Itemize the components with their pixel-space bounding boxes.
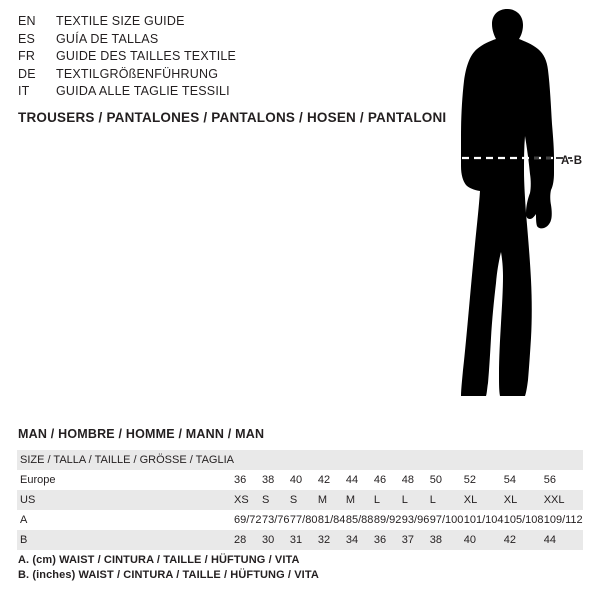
cell: 97/100 bbox=[429, 514, 464, 526]
cell: XL bbox=[504, 490, 544, 510]
cell: L bbox=[374, 490, 402, 510]
language-code: IT bbox=[18, 84, 30, 98]
cell: 81/84 bbox=[317, 514, 346, 526]
cell: 42 bbox=[504, 530, 544, 550]
cell bbox=[374, 450, 402, 470]
footnote-b: B. (inches) WAIST / CINTURA / TAILLE / HÜFTUNG / VITA bbox=[18, 569, 319, 581]
cell: 30 bbox=[262, 530, 290, 550]
cell: 85/88 bbox=[345, 514, 374, 526]
cell bbox=[262, 450, 290, 470]
cell: 40 bbox=[464, 530, 504, 550]
section-title: TROUSERS / PANTALONES / PANTALONS / HOSEN / PANTALONI bbox=[18, 110, 447, 125]
cell: 44 bbox=[544, 530, 583, 550]
table-row bbox=[17, 530, 583, 550]
cell bbox=[504, 450, 544, 470]
man-silhouette-icon bbox=[420, 8, 595, 408]
row-label: US bbox=[17, 490, 234, 510]
cell bbox=[290, 450, 318, 470]
cell: 48 bbox=[401, 474, 415, 486]
table-row bbox=[17, 510, 583, 530]
cell: 46 bbox=[373, 474, 387, 486]
footnote-a: A. (cm) WAIST / CINTURA / TAILLE / HÜFTUNG / VITA bbox=[18, 554, 300, 566]
cell: XL bbox=[464, 490, 504, 510]
footnotes bbox=[18, 553, 319, 583]
cell: 32 bbox=[318, 530, 346, 550]
cell: 50 bbox=[429, 474, 443, 486]
table-row bbox=[17, 470, 583, 490]
cell: 69/72 bbox=[233, 514, 262, 526]
cell: 37 bbox=[402, 530, 430, 550]
cell: 109/112 bbox=[543, 514, 583, 526]
cell bbox=[430, 450, 464, 470]
cell: 34 bbox=[346, 530, 374, 550]
language-row bbox=[18, 84, 348, 102]
cell: L bbox=[430, 490, 464, 510]
cell bbox=[234, 450, 262, 470]
cell: 89/92 bbox=[373, 514, 402, 526]
cell bbox=[318, 450, 346, 470]
cell: 42 bbox=[317, 474, 331, 486]
cell: 28 bbox=[234, 530, 262, 550]
cell bbox=[346, 450, 374, 470]
cell bbox=[544, 450, 583, 470]
cell: 38 bbox=[261, 474, 275, 486]
cell: XS bbox=[234, 490, 262, 510]
language-code: DE bbox=[18, 66, 36, 81]
cell: 31 bbox=[290, 530, 318, 550]
cell: M bbox=[346, 490, 374, 510]
figure-silhouette bbox=[420, 8, 595, 408]
language-row bbox=[18, 14, 348, 32]
cell: 105/108 bbox=[503, 514, 544, 526]
language-row bbox=[18, 32, 348, 50]
cell bbox=[464, 450, 504, 470]
language-code: FR bbox=[18, 49, 36, 63]
cell: 44 bbox=[345, 474, 359, 486]
cell: L bbox=[402, 490, 430, 510]
cell: 38 bbox=[430, 530, 464, 550]
cell bbox=[402, 450, 430, 470]
cell: 56 bbox=[543, 474, 556, 486]
size-table bbox=[17, 450, 583, 550]
row-label: Europe bbox=[20, 474, 56, 486]
language-row bbox=[18, 49, 348, 67]
cell: 93/96 bbox=[401, 514, 430, 526]
language-list bbox=[18, 14, 348, 102]
language-text: GUIDE DES TAILLES TEXTILE bbox=[56, 49, 237, 63]
cell: 101/104 bbox=[463, 514, 504, 526]
language-code: EN bbox=[18, 14, 36, 28]
row-label: B bbox=[17, 530, 234, 550]
cell: 73/76 bbox=[261, 514, 290, 526]
table-row bbox=[17, 450, 583, 470]
cell: 40 bbox=[289, 474, 303, 486]
cell: 77/80 bbox=[289, 514, 318, 526]
row-label: SIZE / TALLA / TAILLE / GRÖSSE / TAGLIA bbox=[17, 450, 234, 470]
language-text: TEXTILGRÖßENFÜHRUNG bbox=[56, 66, 219, 81]
measure-label-ab: A-B bbox=[561, 155, 583, 167]
table-title: MAN / HOMBRE / HOMME / MANN / MAN bbox=[18, 427, 265, 441]
language-code: ES bbox=[18, 31, 36, 46]
cell: S bbox=[262, 490, 290, 510]
cell: 36 bbox=[374, 530, 402, 550]
cell: 52 bbox=[463, 474, 476, 486]
cell: S bbox=[290, 490, 318, 510]
table-row bbox=[17, 490, 583, 510]
cell: M bbox=[318, 490, 346, 510]
cell: XXL bbox=[544, 490, 583, 510]
language-text: TEXTILE SIZE GUIDE bbox=[56, 14, 185, 28]
row-label: A bbox=[20, 514, 28, 526]
cell: 54 bbox=[503, 474, 516, 486]
cell: 36 bbox=[233, 474, 247, 486]
language-row bbox=[18, 67, 348, 85]
language-text: GUIDA ALLE TAGLIE TESSILI bbox=[56, 84, 230, 98]
language-text: GUÍA DE TALLAS bbox=[56, 31, 159, 46]
